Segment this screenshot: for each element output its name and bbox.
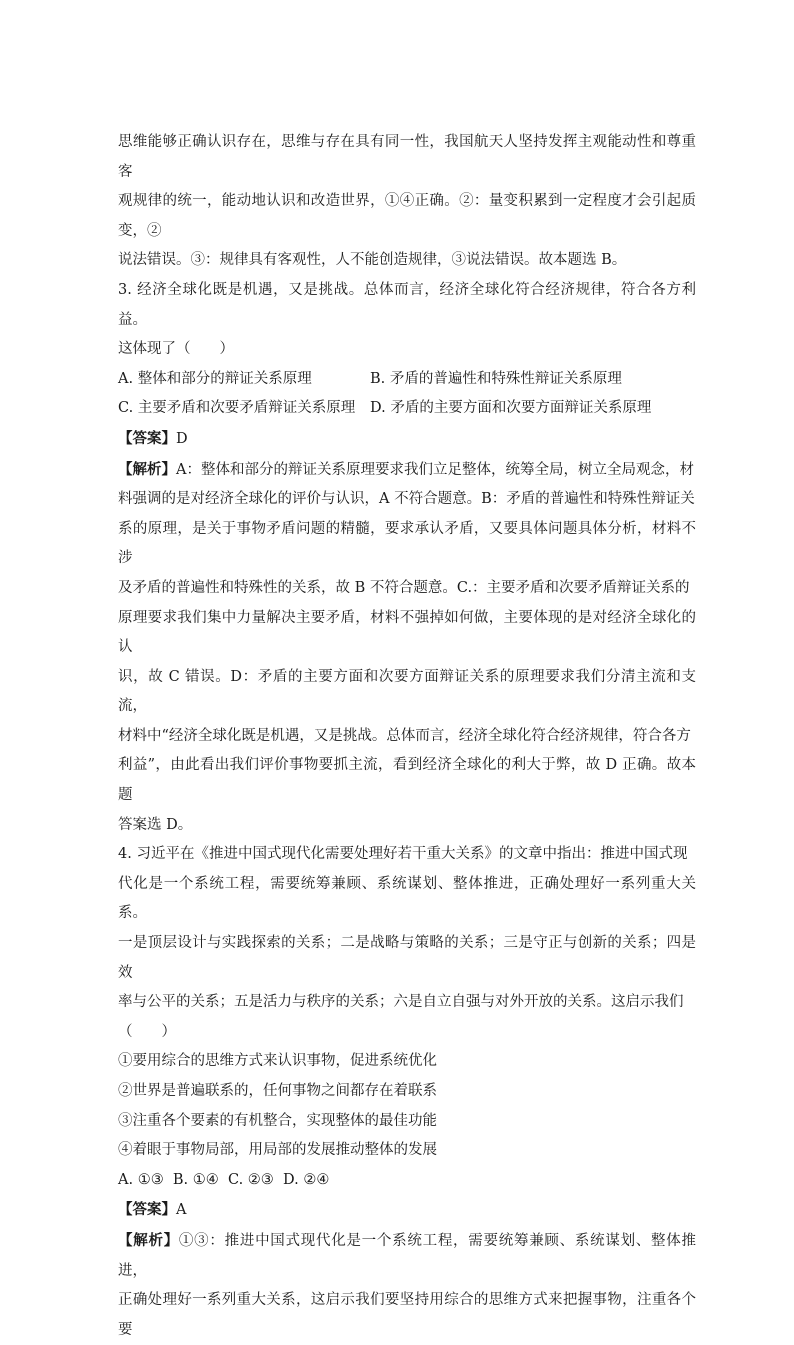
statement-4: ④着眼于事物局部，用局部的发展推动整体的发展 <box>118 1142 437 1159</box>
answer-line <box>118 1195 696 1226</box>
statement-1: ①要用综合的思维方式来认识事物，促进系统优化 <box>118 1053 437 1070</box>
question-3 <box>118 276 696 840</box>
question-stem: 一是顶层设计与实践探索的关系；二是战略与策略的关系；三是守正与创新的关系；四是效 <box>118 935 696 981</box>
question-4 <box>118 840 696 1345</box>
question-stem: 代化是一个系统工程，需要统筹兼顾、系统谋划、整体推进，正确处理好一系列重大关系。 <box>118 875 696 922</box>
question-stem: 4. 习近平在《推进中国式现代化需要处理好若干重大关系》的文章中指出：推进中国式现 <box>118 846 688 863</box>
answer-value: A <box>176 1202 187 1219</box>
analysis-text: 系的原理，是关于事物矛盾问题的精髓，要求承认矛盾，又要具体问题具体分析，材料不涉 <box>118 520 696 567</box>
text-line: 说法错误。③：规律具有客观性，人不能创造规律，③说法错误。故本题选 B。 <box>118 252 627 269</box>
document-body <box>118 128 696 1345</box>
answer-label: 【答案】 <box>118 429 176 447</box>
option-d: D. 矛盾的主要方面和次要方面辩证关系原理 <box>370 400 652 417</box>
analysis-text: ①③：推进中国式现代化是一个系统工程，需要统筹兼顾、系统谋划、整体推进， <box>118 1232 696 1279</box>
text-line: 观规律的统一，能动地认识和改造世界，①④正确。②：量变积累到一定程度才会引起质变，② <box>118 193 696 239</box>
options-row <box>118 365 696 395</box>
question-stem: 这体现了（ ） <box>118 341 234 358</box>
analysis-line <box>118 1226 696 1286</box>
question-stem: （ ） <box>118 1023 176 1040</box>
option-b: B. 矛盾的普遍性和特殊性辩证关系原理 <box>370 370 622 387</box>
analysis-text: 原理要求我们集中力量解决主要矛盾，材料不强掉如何做，主要体现的是对经济全球化的认 <box>118 609 696 656</box>
answer-label: 【答案】 <box>118 1201 176 1219</box>
options-row <box>118 394 696 424</box>
option-c: C. 主要矛盾和次要矛盾辩证关系原理 <box>118 400 356 417</box>
analysis-text: A：整体和部分的辩证关系原理要求我们立足整体，统筹全局，树立全局观念，材 <box>176 461 694 478</box>
text-line: 思维能够正确认识存在，思维与存在具有同一性，我国航天人坚持发挥主观能动性和尊重客 <box>118 134 696 180</box>
analysis-line <box>118 455 696 486</box>
analysis-text: 识，故 C 错误。D：矛盾的主要方面和次要方面辩证关系的原理要求我们分清主流和支流， <box>118 668 696 715</box>
question-stem: 率与公平的关系；五是活力与秩序的关系；六是自立自强与对外开放的关系。这启示我们 <box>118 994 684 1011</box>
analysis-text: 材料中“经济全球化既是机遇，又是挑战。总体而言，经济全球化符合经济规律，符合各方 <box>118 727 691 744</box>
analysis-text: 正确处理好一系列重大关系，这启示我们要坚持用综合的思维方式来把握事物，注重各个要 <box>118 1292 696 1338</box>
options-line: A. ①③ B. ①④ C. ②③ D. ②④ <box>118 1171 330 1188</box>
statement-2: ②世界是普遍联系的，任何事物之间都存在着联系 <box>118 1083 437 1099</box>
statement-3: ③注重各个要素的有机整合，实现整体的最佳功能 <box>118 1112 437 1129</box>
analysis-text: 及矛盾的普遍性和特殊性的关系，故 B 不符合题意。C.：主要矛盾和次要矛盾辩证关系的 <box>118 579 690 596</box>
analysis-text: 料强调的是对经济全球化的评价与认识，A 不符合题意。B：矛盾的普遍性和特殊性辩证关 <box>118 491 695 508</box>
answer-line <box>118 424 696 455</box>
analysis-text: 利益”，由此看出我们评价事物要抓主流，看到经济全球化的利大于弊，故 D 正确。故本题 <box>118 757 696 804</box>
answer-value: D <box>176 430 188 447</box>
analysis-label: 【解析】 <box>118 460 176 478</box>
question-stem: 3. 经济全球化既是机遇，又是挑战。总体而言，经济全球化符合经济规律，符合各方利益。 <box>118 281 696 328</box>
analysis-label: 【解析】 <box>118 1231 179 1249</box>
option-a: A. 整体和部分的辩证关系原理 <box>118 370 312 387</box>
analysis-text: 答案选 D。 <box>118 816 193 833</box>
